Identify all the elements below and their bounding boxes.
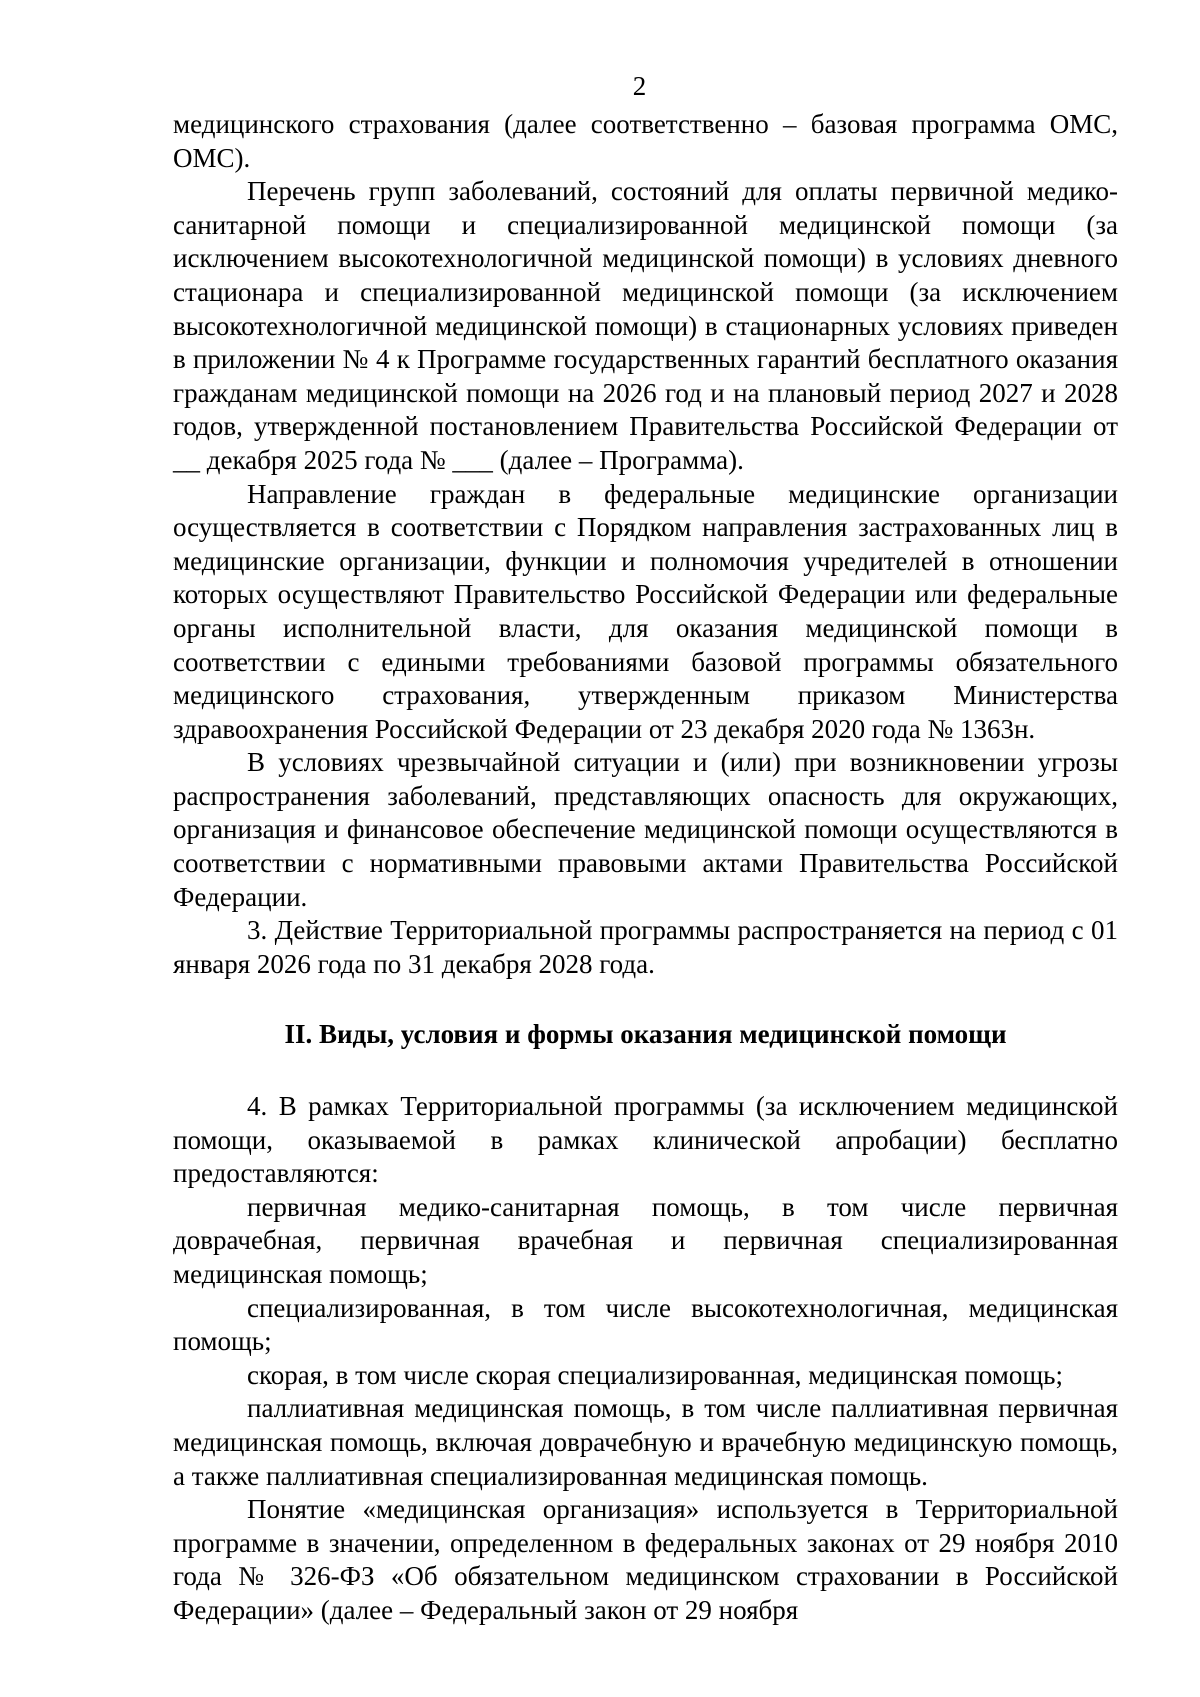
list-item: первичная медико-санитарная помощь, в том числе первичная доврачебная, первичная врачебная и первичная специализированная медицинская помощь; <box>173 1191 1118 1289</box>
page-number: 2 <box>632 71 647 101</box>
paragraph: медицинского страхования (далее соответственно – базовая программа ОМС, ОМС). <box>173 109 1118 173</box>
paragraphs-after-heading <box>173 1090 1118 1628</box>
paragraph: Направление граждан в федеральные медицинские организации осуществляется в соответствии с Порядком направления застрахованных лиц в медицинские организации, функции и полномочия учредителей в отношении которых осуществляют Правительство Российской Федерации или федеральные органы исполнительной власти, для оказания медицинской помощи в соответствии с едиными требованиями базовой программы обязательного медицинского страхования, утвержденным приказом Министерства здравоохранения Российской Федерации от 23 декабря 2020 года № 1363н. <box>173 478 1118 744</box>
paragraph: 4. В рамках Территориальной программы (за исключением медицинской помощи, оказываемой в рамках клинической апробации) бесплатно предоставляются: <box>173 1091 1118 1189</box>
paragraph: В условиях чрезвычайной ситуации и (или) при возникновении угрозы распространения заболеваний, представляющих опасность для окружающих, организация и финансовое обеспечение медицинской помощи осуществляются в соответствии с нормативными правовыми актами Правительства Российской Федерации. <box>173 747 1118 912</box>
paragraph: Перечень групп заболеваний, состояний для оплаты первичной медико-санитарной помощи и специализированной медицинской помощи (за исключением высокотехнологичной медицинской помощи) в условиях дневного стационара и специализированной медицинской помощи (за исключением высокотехнологичной медицинской помощи) в стационарных условиях приведен в приложении № 4 к Программе государственных гарантий бесплатного оказания гражданам медицинской помощи на 2026 год и на плановый период 2027 и 2028 годов, утвержденной постановлением Правительства Российской Федерации от __ декабря 2025 года № ___ (далее – Программа). <box>173 176 1118 475</box>
list-item: специализированная, в том числе высокотехнологичная, медицинская помощь; <box>173 1292 1118 1357</box>
list-item: скорая, в том числе скорая специализированная, медицинская помощь; <box>247 1359 1063 1390</box>
paragraphs-before-heading <box>173 108 1118 981</box>
list-item: паллиативная медицинская помощь, в том числе паллиативная первичная медицинская помощь, включая доврачебную и врачебную медицинскую помощь, а также паллиативная специализированная медицинская помощь. <box>173 1393 1118 1491</box>
section-heading: II. Виды, условия и формы оказания медицинской помощи <box>284 1019 1007 1050</box>
paragraph: Понятие «медицинская организация» используется в Территориальной программе в значении, определенном в федеральных законах от 29 ноября 2010 года № 326-ФЗ «Об обязательном медицинском страховании в Российской Федерации» (далее – Федеральный закон от 29 ноября <box>173 1494 1118 1625</box>
paragraph: 3. Действие Территориальной программы распространяется на период с 01 января 2026 года по 31 декабря 2028 года. <box>173 915 1118 979</box>
